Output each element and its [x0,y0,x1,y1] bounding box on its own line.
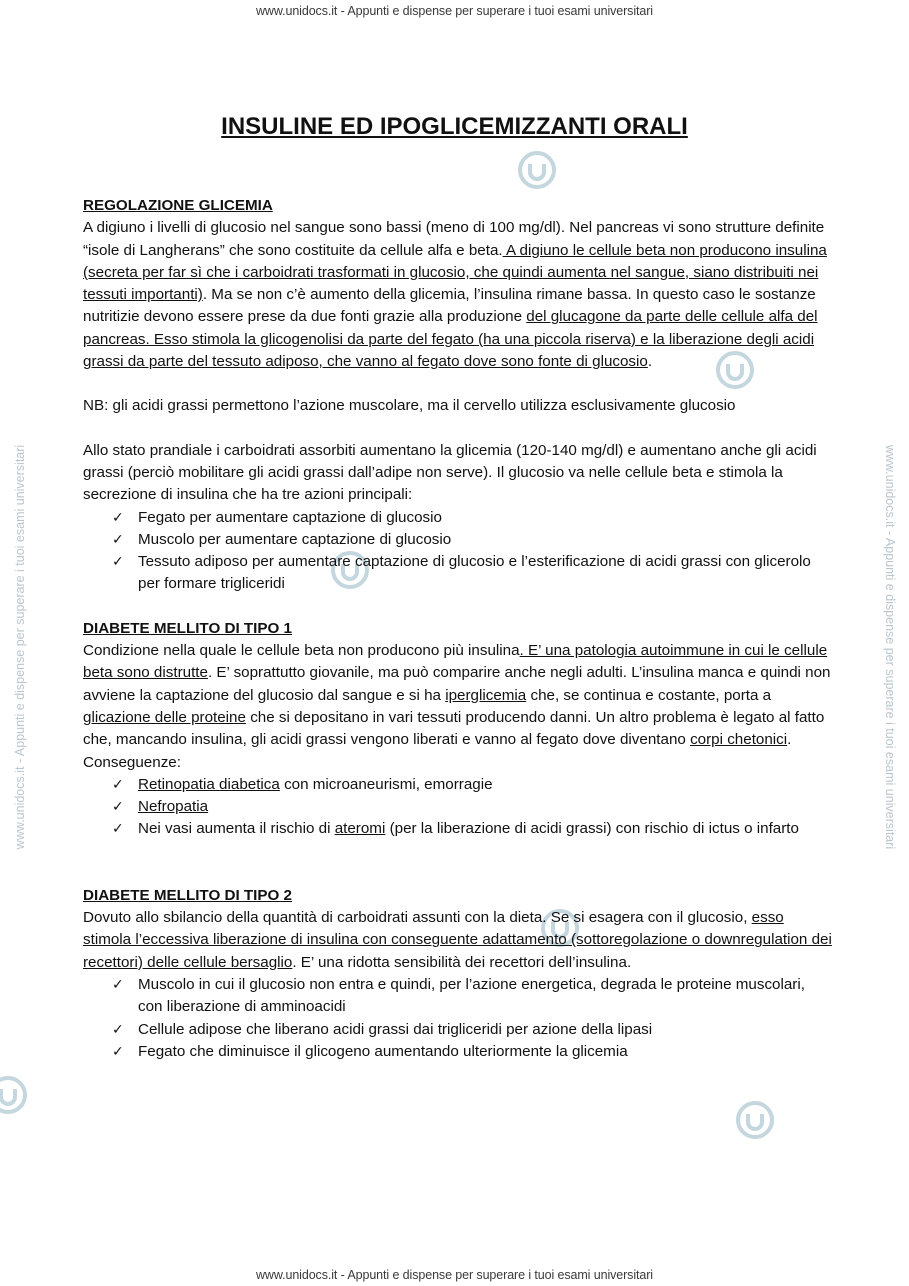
underlined-text: esso stimola l’eccessiva liberazione di insulina con conseguente adattamento (sottoregolazione o downregulation dei recettori) delle cellule bersaglio [83,909,832,971]
list-item-text: Muscolo in cui il glucosio non entra e quindi, per l’azione energetica, degrada le proteine muscolari, con liberazione di amminoacidi [138,975,805,1016]
text-span: . E’ una ridotta sensibilità dei recettori dell’insulina. [292,953,632,971]
checklist [83,774,833,841]
underlined-text: A digiuno le cellule beta non producono insulina (secreta per far sì che i carboidrati trasformati in glucosio, che quindi aumenta nel sangue, siano distribuiti nei tessuti importanti) [83,241,827,304]
checklist [83,507,833,596]
underlined-text: . E’ una patologia autoimmune in cui le cellule beta sono distrutte [83,642,828,682]
checkmark-icon: ✓ [112,776,124,793]
paragraph [83,907,833,974]
list-item-text: Nei vasi aumenta il rischio di [138,820,335,838]
unidocs-logo-icon [0,1075,28,1115]
list-item-text: Fegato che diminuisce il glicogeno aumentando ulteriormente la glicemia [138,1042,628,1060]
underlined-text: corpi chetonici [690,731,788,749]
text-span: Condizione nella quale le cellule beta non producono più insulina [83,642,520,660]
section-heading-tipo1: DIABETE MELLITO DI TIPO 1 [83,619,292,637]
text-span: . Conseguenze: [83,731,792,771]
document-title: INSULINE ED IPOGLICEMIZZANTI ORALI [221,113,688,140]
text-span: . Ma se non c’è aumento della glicemia, l’insulina rimane bassa. In questo caso le sostanze nutritizie devono essere prese da due fonti grazie alla produzione [83,286,816,326]
right-side-watermark: www.unidocs.it - Appunti e dispense per superare i tuoi esami universitari [883,444,897,850]
unidocs-logo-icon [735,1100,775,1140]
checklist [83,974,833,1063]
list-item [112,551,833,596]
checkmark-icon: ✓ [112,1043,124,1060]
list-item [112,507,833,529]
list-item [112,818,833,840]
document-body [83,195,833,1063]
text-span: . E’ soprattutto giovanile, ma può comparire anche negli adulti. L’insulina manca e quindi non avviene la captazione del glucosio dal sangue e si ha [83,664,831,704]
section-heading-tipo2: DIABETE MELLITO DI TIPO 2 [83,886,292,904]
checkmark-icon: ✓ [112,509,124,526]
text-span: Dovuto allo sbilancio della quantità di carboidrati assunti con la dieta. Se si esagera con il glucosio, [83,909,752,927]
checkmark-icon: ✓ [112,531,124,548]
list-item-text: Cellule adipose che liberano acidi grassi dai trigliceridi per azione della lipasi [138,1020,653,1038]
text-span: A digiuno i livelli di glucosio nel sangue sono bassi (meno di 100 mg/dl). Nel pancreas vi sono strutture definite “isole di Langherans” che sono costituite da cellule alfa e beta. [83,219,825,259]
unidocs-logo-icon [517,150,557,190]
note-paragraph: NB: gli acidi grassi permettono l’azione muscolare, ma il cervello utilizza esclusivamente glucosio [83,397,736,415]
list-item [112,1041,833,1063]
list-item-text: con microaneurismi, emorragie [279,775,493,793]
list-item-text: Tessuto adiposo per aumentare captazione di glucosio e l’esterificazione di acidi grassi con glicerolo per formare trigliceridi [138,553,811,593]
list-item-text: (per la liberazione di acidi grassi) con rischio di ictus o infarto [385,820,799,838]
text-span: che, se continua e costante, porta a [526,686,772,704]
list-item-text: Muscolo per aumentare captazione di glucosio [138,530,452,548]
text-span: . [647,353,653,371]
paragraph [83,640,833,774]
checkmark-icon: ✓ [112,1021,124,1038]
checkmark-icon: ✓ [112,554,124,571]
checkmark-icon: ✓ [112,976,124,993]
checkmark-icon: ✓ [112,821,124,838]
list-item [112,796,833,818]
section-heading-regolazione: REGOLAZIONE GLICEMIA [83,197,273,214]
underlined-text: glicazione delle proteine [83,708,246,726]
list-item [112,529,833,551]
underlined-text: iperglicemia [445,686,527,704]
underlined-text: Nefropatia [138,798,209,816]
header-watermark: www.unidocs.it - Appunti e dispense per superare i tuoi esami universitari [256,4,653,18]
text-span: che si depositano in vari tessuti producendo danni. Un altro problema è legato al fatto che, mancando insulina, gli acidi grassi vengono liberati e vanno al fegato dove diventano [83,708,825,749]
list-item [112,1019,833,1041]
paragraph [83,217,833,373]
underlined-text: ateromi [334,820,386,838]
footer-watermark: www.unidocs.it - Appunti e dispense per superare i tuoi esami universitari [256,1268,653,1282]
underlined-text: del glucagone da parte delle cellule alfa del pancreas. Esso stimola la glicogenolisi da parte del fegato (ha una piccola riserva) e la liberazione degli acidi grassi da parte del tessuto adiposo, che vanno al fegato dove sono fonte di glucosio [83,308,818,371]
list-item-text: Fegato per aumentare captazione di glucosio [138,508,442,526]
left-side-watermark: www.unidocs.it - Appunti e dispense per superare i tuoi esami universitari [13,444,27,850]
checkmark-icon: ✓ [112,799,124,816]
paragraph: Allo stato prandiale i carboidrati assorbiti aumentano la glicemia (120-140 mg/dl) e aumentano anche gli acidi grassi (perciò mobilitare gli acidi grassi dall’adipe non serve). Il glucosio va nelle cellule beta e stimola la secrezione di insulina che ha tre azioni principali: [83,441,817,504]
list-item [112,974,833,1019]
list-item [112,774,833,796]
underlined-text: Retinopatia diabetica [138,775,280,793]
